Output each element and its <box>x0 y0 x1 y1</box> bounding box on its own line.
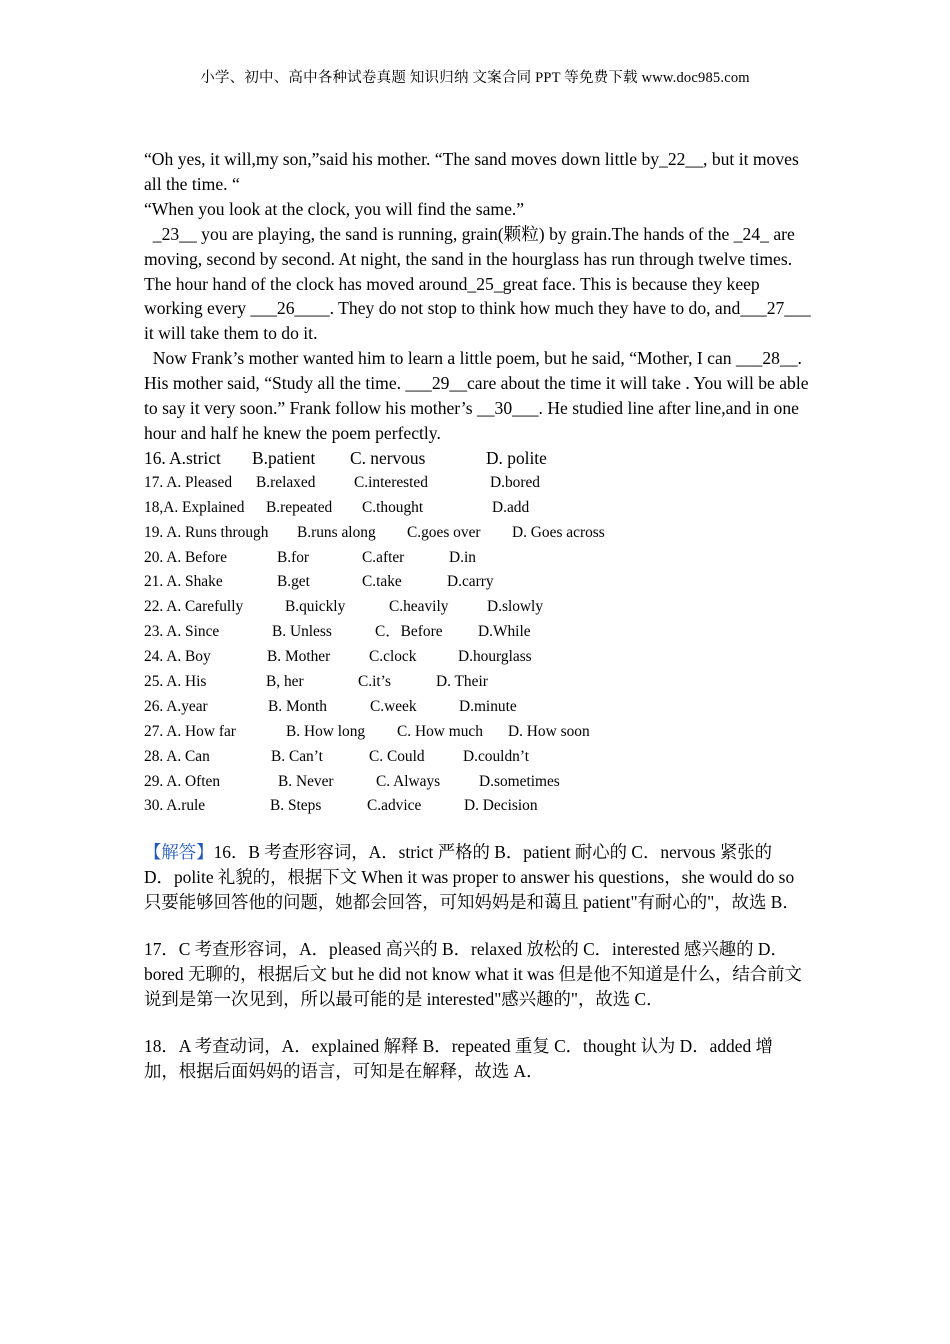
option-d: D. Decision <box>464 797 538 815</box>
option-d: D.couldn’t <box>463 747 529 765</box>
option-row <box>144 471 804 496</box>
option-a: 19. A. Runs through <box>144 523 269 541</box>
option-b: B. How long <box>286 722 366 740</box>
option-b: B. Unless <box>272 623 332 641</box>
option-c: C.clock <box>369 648 417 666</box>
option-a: 23. A. Since <box>144 623 220 641</box>
option-b: B.get <box>277 573 310 591</box>
option-a: 25. A. His <box>144 673 207 691</box>
option-row <box>144 670 804 695</box>
option-b: B.quickly <box>285 598 346 616</box>
reading-passage <box>144 147 814 446</box>
passage-paragraph: Now Frank’s mother wanted him to learn a little poem, but he said, “Mother, I can ___28__. His mother said, “Study all the time. ___29__care about the time it will take . You will be able to say it very soon.” Frank follow his mother’s __30___. He studied line after line,and in one hour and half he knew the poem perfectly. <box>144 348 813 443</box>
answer-16-text: 16．B 考查形容词，A．strict 严格的 B．patient 耐心的 C．nervous 紧张的 D．polite 礼貌的，根据下文 When it was proper to answer his questions，she would do so 只要能够回答他的问题，她都会回答，可知妈妈是和蔼且 patient"有耐心的"，故选 B． <box>144 842 800 912</box>
option-c: C. How much <box>397 722 483 740</box>
option-b: B.runs along <box>297 523 376 541</box>
answer-17: 17．C 考查形容词，A．pleased 高兴的 B．relaxed 放松的 C．interested 感兴趣的 D．bored 无聊的，根据后文 but he did not know what it was 但是他不知道是什么，结合前文说到是第一次见到，所以最可能的是 interested"感兴趣的"，故选 C． <box>144 939 802 1009</box>
option-row <box>144 570 804 595</box>
option-row <box>144 546 804 571</box>
option-d: D.sometimes <box>479 772 560 790</box>
options-list <box>144 446 804 819</box>
option-b: B.repeated <box>266 498 333 516</box>
option-c: C．Before <box>375 623 443 641</box>
option-c: C.advice <box>367 797 422 815</box>
option-row <box>144 695 804 720</box>
option-d: D.hourglass <box>458 648 532 666</box>
option-d: D. Their <box>436 673 488 691</box>
option-b: B. Steps <box>270 797 322 815</box>
option-a: 20. A. Before <box>144 548 227 566</box>
option-d: D.slowly <box>487 598 544 616</box>
option-d: D.in <box>449 548 476 566</box>
option-d: D.bored <box>490 473 541 491</box>
option-d: D. polite <box>486 448 547 468</box>
passage-paragraph: “When you look at the clock, you will find the same.” <box>144 198 525 219</box>
page-header: 小学、初中、高中各种试卷真题 知识归纳 文案合同 PPT 等免费下载 www.doc985.com <box>200 70 750 86</box>
option-c: C.thought <box>362 498 424 516</box>
option-row <box>144 521 804 546</box>
option-c: C.take <box>362 573 402 591</box>
answer-section <box>144 840 806 1106</box>
option-d: D. Goes across <box>512 523 605 541</box>
option-a: 26. A.year <box>144 697 208 715</box>
option-b: B. Never <box>278 772 334 790</box>
option-a: 28. A. Can <box>144 747 210 765</box>
option-d: D. How soon <box>508 722 590 740</box>
option-c: C. Always <box>376 772 441 790</box>
option-row <box>144 745 804 770</box>
option-b: B. Month <box>268 697 328 715</box>
option-a: 16. A.strict <box>144 448 221 468</box>
option-d: D.add <box>492 498 530 516</box>
option-c: C. nervous <box>350 448 426 468</box>
option-row <box>144 595 804 620</box>
option-a: 17. A. Pleased <box>144 473 233 491</box>
answer-18: 18．A 考查动词，A．explained 解释 B．repeated 重复 C．thought 认为 D．added 增加，根据后面妈妈的语言，可知是在解释，故选 A． <box>144 1036 773 1081</box>
option-d: D.minute <box>459 697 517 715</box>
option-b: B.for <box>277 548 310 566</box>
option-row <box>144 620 804 645</box>
option-b: B. Can’t <box>271 747 323 765</box>
option-a: 27. A. How far <box>144 722 236 740</box>
option-c: C.after <box>362 548 405 566</box>
answer-tag: 【解答】 <box>144 842 214 862</box>
option-a: 21. A. Shake <box>144 573 223 591</box>
option-row <box>144 446 804 471</box>
option-c: C.heavily <box>389 598 449 616</box>
option-a: 18,A. Explained <box>144 498 245 516</box>
passage-paragraph: “Oh yes, it will,my son,”said his mother. “The sand moves down little by_22__, but it moves all the time. “ <box>144 149 799 194</box>
option-row <box>144 770 804 795</box>
option-row <box>144 496 804 521</box>
option-c: C.interested <box>354 473 428 491</box>
option-a: 24. A. Boy <box>144 648 211 666</box>
option-c: C.goes over <box>407 523 481 541</box>
option-b: B.relaxed <box>256 473 316 491</box>
option-b: B.patient <box>252 448 316 468</box>
option-c: C.week <box>370 697 417 715</box>
option-a: 30. A.rule <box>144 797 206 815</box>
option-row <box>144 645 804 670</box>
option-row <box>144 720 804 745</box>
option-b: B, her <box>266 673 304 691</box>
passage-paragraph: _23__ you are playing, the sand is running, grain(颗粒) by grain.The hands of the _24_ are moving, second by second. At night, the sand in the hourglass has run through twelve times. The hour hand of the clock has moved around_25_great face. This is because they keep working every ___26____. They do not stop to think how much they have to do, and___27___ it will take them to do it. <box>144 223 816 344</box>
option-row <box>144 794 804 819</box>
option-c: C. Could <box>369 747 425 765</box>
option-a: 29. A. Often <box>144 772 221 790</box>
option-c: C.it’s <box>358 673 391 691</box>
option-d: D.carry <box>447 573 494 591</box>
option-d: D.While <box>478 623 531 641</box>
option-a: 22. A. Carefully <box>144 598 244 616</box>
option-b: B. Mother <box>267 648 331 666</box>
answer-16 <box>144 840 806 915</box>
